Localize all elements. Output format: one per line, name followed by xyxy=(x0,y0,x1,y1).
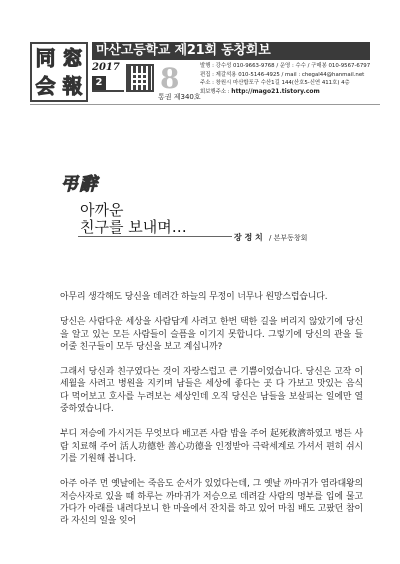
eulogy-stamp: 弔辭 xyxy=(60,174,98,195)
issue-label: 통권 제340호 xyxy=(158,93,201,101)
qr-code-icon[interactable] xyxy=(126,64,154,92)
headline-line-2: 친구를 보내며… xyxy=(80,218,187,236)
issue-number: 8 xyxy=(160,62,180,95)
paragraph: 부디 저승에 가시거든 무엇보다 배고픈 사람 밥을 주어 起死救濟하였고 병든 사람 치료해 주어 活人功德한 善心功德을 인정받아 극락세계로 가셔서 편히 쉬시기를 기원해 봅니다. xyxy=(60,429,363,464)
header-divider xyxy=(30,104,380,105)
info-site-row xyxy=(200,88,380,97)
year-label: 2017 xyxy=(92,62,120,73)
logo-char: 報 xyxy=(62,74,83,98)
newsletter-title: 마산고등학교 제21회 동창회보 xyxy=(92,42,370,60)
info-editor: 편집 : 제갈석용 010-5146-4925 / mail : chegal44@hanmail.net xyxy=(200,71,365,78)
article-body xyxy=(60,291,363,540)
paragraph: 아주 아주 먼 옛날에는 죽음도 순서가 있었다는데, 그 옛날 까마귀가 염라대왕의 저승사자로 있을 때 하루는 까마귀가 저승으로 데려갈 사람의 명부를 입에 물고 가다가 아래를 내려다보니 한 마을에서 잔치를 하고 있어 마침 배도 고팠던 참이라 자신의 일을 잊어 xyxy=(60,479,363,527)
info-address: 주소 : 창원시 마산합포구 수산1길 144(산호5-신연 411호) 4층 xyxy=(200,80,350,87)
paragraph: 아무리 생각해도 당신을 데려간 하늘의 무정이 너무나 원망스럽습니다. xyxy=(60,292,328,302)
author-role: / 본부동창회 xyxy=(269,234,308,242)
paragraph: 그래서 당신과 친구였다는 것이 자랑스럽고 큰 기쁨이었습니다. 당신은 고작 이 세월을 사려고 병원을 지키며 남들은 세상에 좋다는 곳 다 가보고 맛있는 음식 다 먹어보고 호사를 누려보는 세상인데 오직 당신은 남들을 보살피는 일에만 열중하였습니다. xyxy=(60,367,363,415)
article-headline xyxy=(80,202,187,236)
info-publisher: 발행 : 강수성 010-9663-9768 / 운영 : 수수 / 구매봉 010-9567-6797 xyxy=(200,63,371,69)
logo-char: 会 xyxy=(35,74,56,98)
publication-info xyxy=(200,62,380,96)
author-name: 장 정 치 xyxy=(234,233,263,242)
byline xyxy=(232,232,309,243)
paragraph: 당신은 사람다운 세상을 사람답게 사려고 한번 택한 길을 버리지 않았기에 당신을 알고 있는 모든 사람들이 슬픔을 이기지 못합니다. 그렇기에 당신의 관을 들어줄 친구들이 모두 당신을 보고 계십니까? xyxy=(60,317,363,352)
headline-line-1: 아까운 xyxy=(80,201,124,219)
logo-char: 同 xyxy=(35,46,56,70)
year-badge xyxy=(92,62,124,92)
masthead-logo xyxy=(30,42,88,102)
year-number: 2 xyxy=(92,76,106,90)
site-link[interactable]: http://mago21.tistory.com xyxy=(231,87,320,95)
info-site-label: 회보행주소 : xyxy=(200,88,230,95)
logo-char: 窓 xyxy=(62,46,83,70)
